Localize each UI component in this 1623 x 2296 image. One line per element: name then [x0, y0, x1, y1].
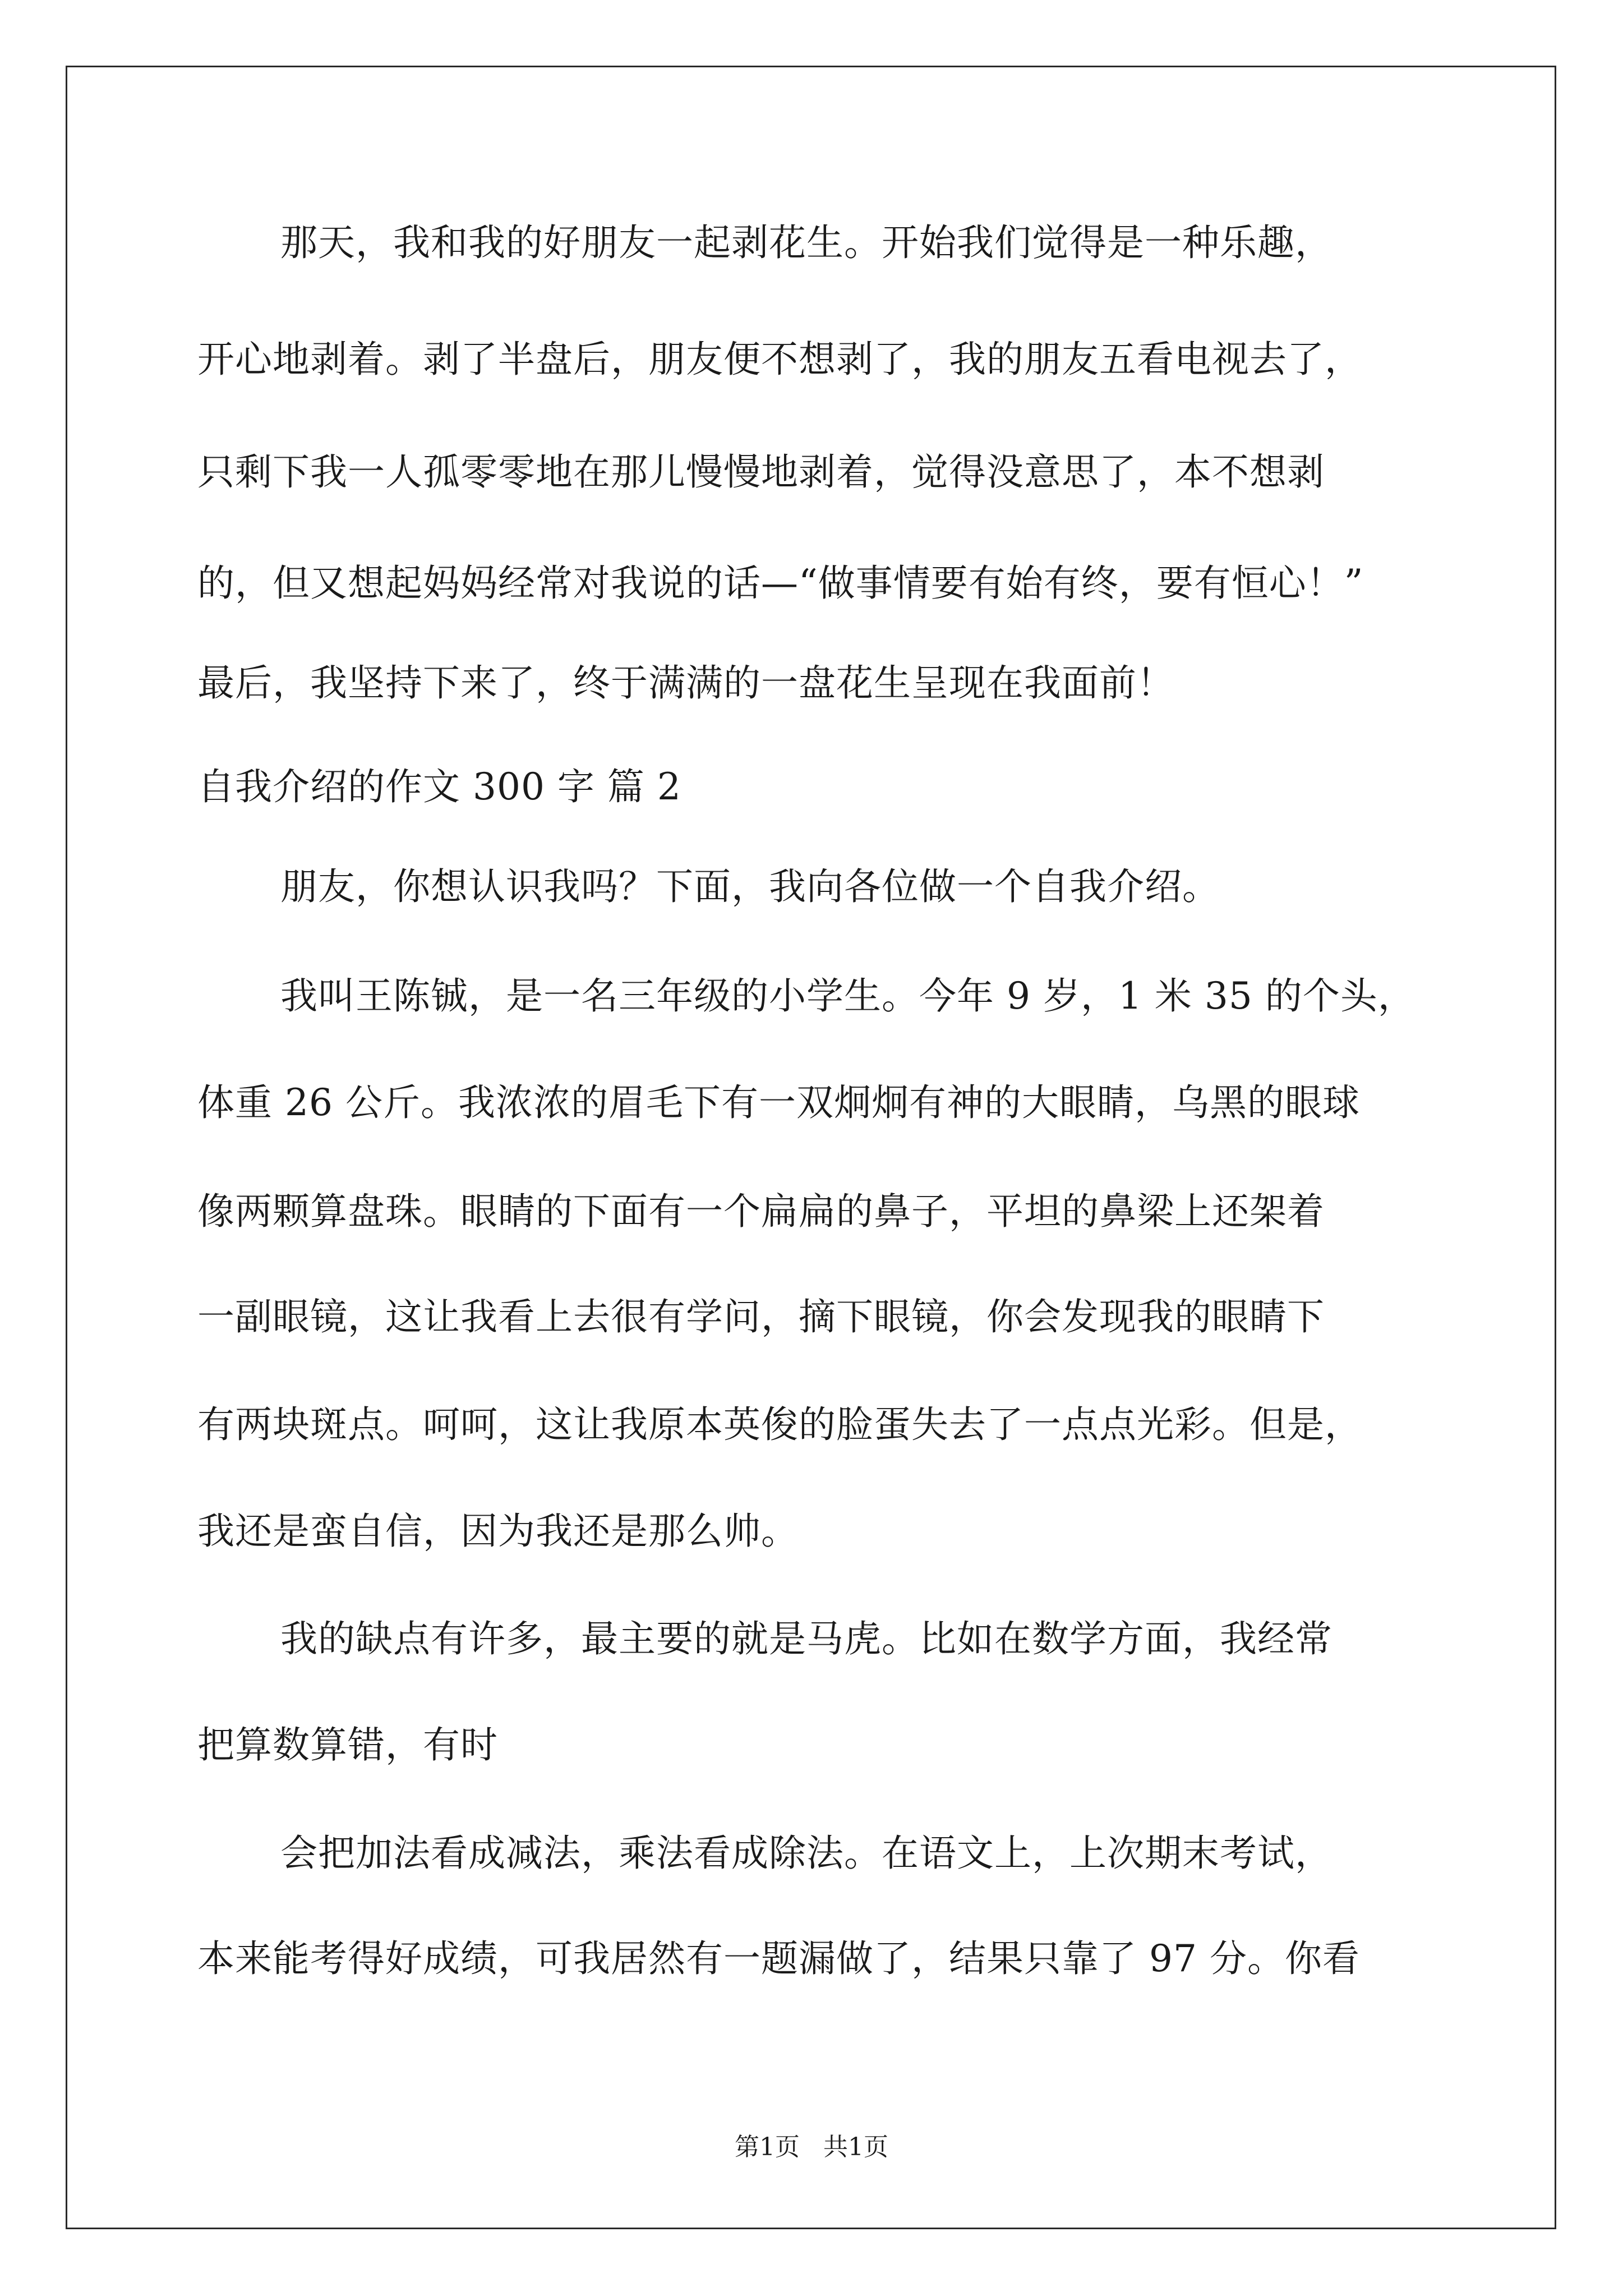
page-border	[66, 66, 1556, 2229]
paragraph-3-line-1: 我叫王陈铖，是一名三年级的小学生。今年 9 岁，1 米 35 的个头，	[280, 974, 1415, 1018]
paragraph-3-line-5: 有两块斑点。呵呵，这让我原本英俊的脸蛋失去了一点点光彩。但是，	[197, 1403, 1362, 1446]
paragraph-1-line-4: 的，但又想起妈妈经常对我说的话—“做事情要有始有终，要有恒心！”	[197, 562, 1364, 605]
paragraph-1-line-2: 开心地剥着。剥了半盘后，朋友便不想剥了，我的朋友五看电视去了，	[197, 338, 1362, 381]
paragraph-3-line-4: 一副眼镜，这让我看上去很有学问，摘下眼镜，你会发现我的眼睛下	[197, 1295, 1325, 1338]
paragraph-5-line-1: 会把加法看成减法，乘法看成除法。在语文上，上次期末考试，	[280, 1832, 1332, 1875]
section-heading: 自我介绍的作文 300 字 篇 2	[197, 765, 681, 808]
paragraph-3-line-3: 像两颗算盘珠。眼睛的下面有一个扁扁的鼻子，平坦的鼻梁上还架着	[197, 1190, 1325, 1233]
paragraph-4-line-2: 把算数算错，有时	[197, 1723, 498, 1766]
paragraph-3-line-6: 我还是蛮自信，因为我还是那么帅。	[197, 1510, 799, 1553]
paragraph-5-line-2: 本来能考得好成绩，可我居然有一题漏做了，结果只靠了 97 分。你看	[197, 1937, 1360, 1980]
paragraph-1-line-1: 那天，我和我的好朋友一起剥花生。开始我们觉得是一种乐趣，	[280, 221, 1332, 264]
paragraph-1-line-3: 只剩下我一人孤零零地在那儿慢慢地剥着，觉得没意思了，本不想剥	[197, 450, 1325, 494]
paragraph-1-line-5: 最后，我坚持下来了，终于满满的一盘花生呈现在我面前！	[197, 661, 1174, 705]
paragraph-3-line-2: 体重 26 公斤。我浓浓的眉毛下有一双炯炯有神的大眼睛，乌黑的眼球	[197, 1081, 1360, 1124]
page-number-footer: 第1页 共1页	[735, 2133, 888, 2161]
paragraph-2-line-1: 朋友，你想认识我吗？下面，我向各位做一个自我介绍。	[280, 865, 1220, 908]
paragraph-4-line-1: 我的缺点有许多，最主要的就是马虎。比如在数学方面，我经常	[280, 1617, 1332, 1660]
